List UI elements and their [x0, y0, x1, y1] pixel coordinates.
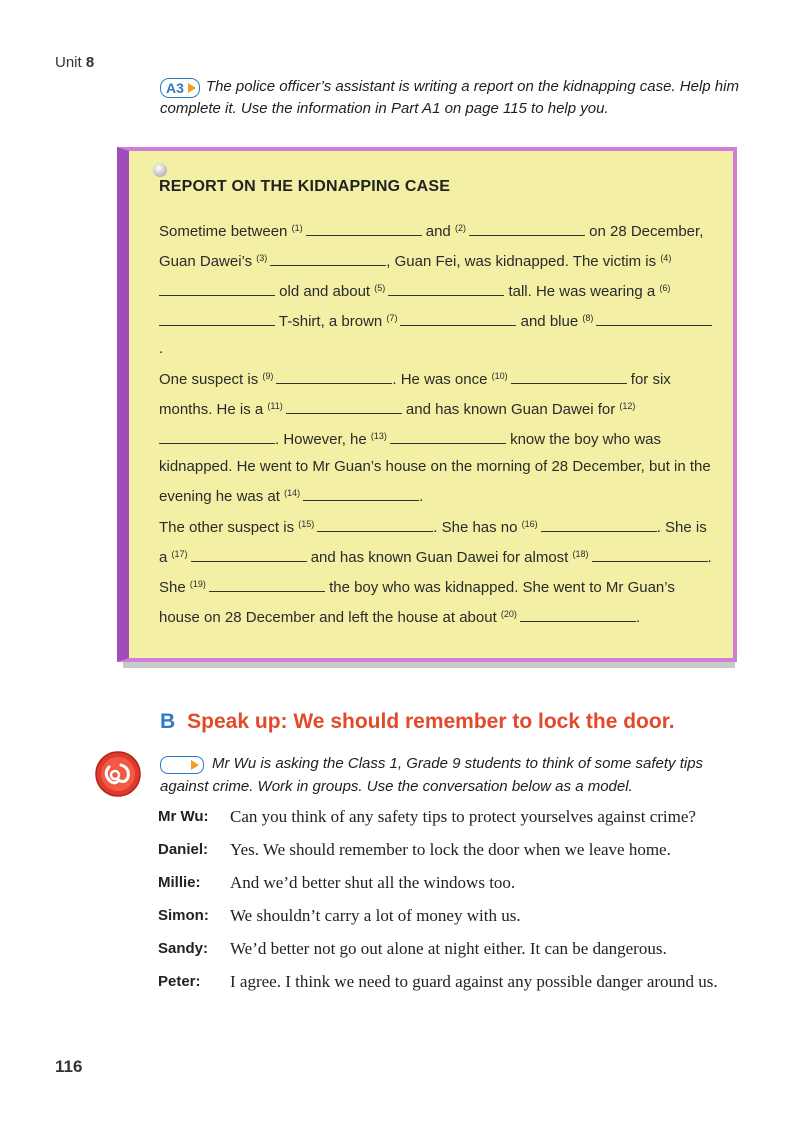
report-text: the boy who was kidnapped. She went to Mr Guan’s house on 28 December and left the house at about — [159, 579, 675, 626]
utterance: I agree. I think we need to guard against any possible danger around us. — [230, 972, 718, 991]
speak-up-icon — [95, 751, 141, 797]
unit-number: 8 — [85, 54, 95, 71]
dialogue-line — [158, 937, 748, 961]
blank-7[interactable] — [400, 313, 516, 326]
unit-label: Unit — [55, 54, 82, 71]
blank-number: (5) — [374, 283, 386, 293]
blank-6[interactable] — [159, 313, 275, 326]
dialogue-line — [158, 805, 748, 829]
dialogue-line — [158, 904, 748, 928]
section-letter: B — [160, 710, 176, 733]
dialogue-line — [158, 970, 748, 994]
blank-20[interactable] — [520, 609, 636, 622]
blank-number: (13) — [370, 431, 387, 441]
blank-number: (1) — [291, 223, 303, 233]
report-text: The other suspect is — [159, 519, 295, 536]
blank-17[interactable] — [191, 549, 307, 562]
report-card-body — [117, 147, 737, 662]
blank-13[interactable] — [390, 431, 506, 444]
unit-header — [55, 54, 94, 71]
blank-number: (6) — [659, 283, 671, 293]
a3-instruction-block — [160, 76, 740, 120]
report-text: , Guan Fei, was kidnapped. The victim is — [386, 253, 657, 270]
report-text: tall. He was wearing a — [508, 283, 656, 300]
blank-5[interactable] — [388, 283, 504, 296]
blank-4[interactable] — [159, 283, 275, 296]
blank-number: (10) — [491, 371, 508, 381]
report-text: . He was once — [392, 371, 488, 388]
blank-number: (9) — [262, 371, 274, 381]
report-text: old and about — [279, 283, 371, 300]
report-text: . However, he — [275, 431, 367, 448]
utterance: We shouldn’t carry a lot of money with us. — [230, 906, 521, 925]
audio-pill — [160, 756, 204, 774]
blank-18[interactable] — [592, 549, 708, 562]
report-text: know the boy who was kidnapped. He went to Mr Guan’s house on the morning of 28 December, but in the evening he was at — [159, 431, 711, 505]
report-text: . — [635, 609, 641, 626]
blank-number: (2) — [454, 223, 466, 233]
blank-number: (19) — [189, 579, 206, 589]
speaker: Peter: — [158, 973, 201, 990]
speaker: Sandy: — [158, 940, 209, 957]
report-text: on 28 December, Guan Dawei’s — [159, 223, 704, 270]
page-number: 116 — [55, 1057, 83, 1076]
blank-16[interactable] — [541, 519, 657, 532]
blank-8[interactable] — [596, 313, 712, 326]
utterance: Yes. We should remember to lock the door when we leave home. — [230, 840, 671, 859]
a3-badge-label: A3 — [166, 80, 184, 96]
dialogue-line — [158, 838, 748, 862]
section-title: Speak up: We should remember to lock the door. — [187, 710, 675, 733]
blank-number: (16) — [521, 519, 538, 529]
a3-badge — [160, 78, 200, 98]
report-text: . She is a — [159, 519, 707, 566]
blank-3[interactable] — [270, 253, 386, 266]
play-arrow-icon — [191, 760, 199, 770]
report-text: for six months. He is a — [159, 371, 671, 418]
blank-number: (3) — [256, 253, 268, 263]
blank-11[interactable] — [286, 401, 402, 414]
speaker: Simon: — [158, 907, 209, 924]
report-text: . She has no — [433, 519, 518, 536]
blank-number: (15) — [298, 519, 315, 529]
blank-number: (20) — [500, 609, 517, 619]
report-text: and has known Guan Dawei for — [405, 401, 616, 418]
report-text: and blue — [520, 313, 579, 330]
report-text: Sometime between — [159, 223, 288, 240]
blank-number: (11) — [267, 401, 283, 411]
blank-15[interactable] — [317, 519, 433, 532]
pin-icon — [153, 163, 167, 177]
speaker: Mr Wu: — [158, 808, 209, 825]
report-text: T-shirt, a brown — [278, 313, 383, 330]
report-paragraph-3 — [159, 511, 715, 631]
blank-number: (17) — [171, 549, 188, 559]
section-b-heading — [160, 710, 675, 734]
report-text: and has known Guan Dawei for almost — [310, 549, 569, 566]
blank-10[interactable] — [511, 371, 627, 384]
report-text: . She — [159, 549, 712, 596]
blank-12[interactable] — [159, 431, 275, 444]
speaker: Daniel: — [158, 841, 209, 858]
report-text: . — [159, 340, 164, 357]
play-arrow-icon — [188, 83, 196, 93]
report-text: . — [419, 488, 424, 505]
blank-number: (7) — [386, 313, 398, 323]
blank-19[interactable] — [209, 579, 325, 592]
section-b-instruction-block — [160, 752, 730, 798]
blank-number: (18) — [572, 549, 589, 559]
utterance: Can you think of any safety tips to protect yourselves against crime? — [230, 807, 696, 826]
blank-9[interactable] — [276, 371, 392, 384]
utterance: And we’d better shut all the windows too. — [230, 873, 516, 892]
dialogue-line — [158, 871, 748, 895]
report-title: REPORT ON THE KIDNAPPING CASE — [159, 178, 451, 195]
a3-instruction: The police officer’s assistant is writing a report on the kidnapping case. Help him complete it. Use the information in Part A1 on page 115 to help you. — [160, 78, 739, 117]
blank-number: (4) — [660, 253, 672, 263]
speaker: Millie: — [158, 874, 201, 891]
report-text: and — [425, 223, 451, 240]
report-paragraph-1 — [159, 215, 715, 362]
blank-number: (8) — [582, 313, 594, 323]
report-card — [117, 147, 729, 662]
utterance: We’d better not go out alone at night either. It can be dangerous. — [230, 939, 667, 958]
report-paragraph-2 — [159, 363, 715, 510]
report-text: One suspect is — [159, 371, 259, 388]
blank-number: (12) — [619, 401, 636, 411]
blank-14[interactable] — [303, 488, 419, 501]
blank-number: (14) — [284, 488, 301, 498]
blank-1[interactable] — [306, 223, 422, 236]
blank-2[interactable] — [469, 223, 585, 236]
dialogue — [158, 805, 748, 1003]
section-b-instruction: Mr Wu is asking the Class 1, Grade 9 students to think of some safety tips against crime. Work in groups. Use the conversation below as a model. — [160, 755, 704, 795]
